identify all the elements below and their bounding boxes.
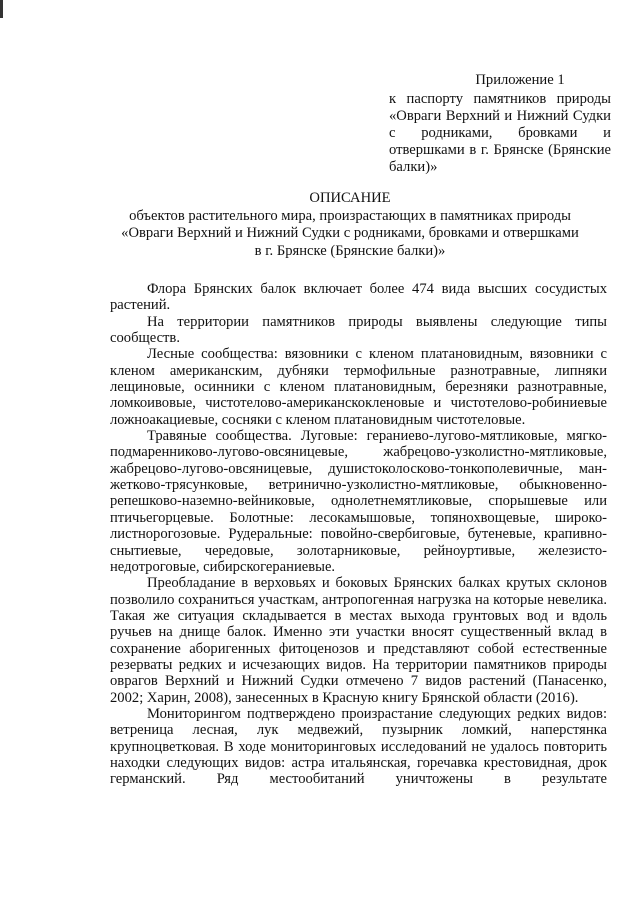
paragraph-slopes-reserves: Преобладание в верховьях и боковых Брянских балках крутых склонов позволило сохраниться участкам, антропогенная нагрузка на которые невелика. Такая же ситуация складывается в местах выхода грунтовых вод и вдоль ручьев на днище балок. Именно эти участки вносят существенный вклад в сохранение аборигенных фитоценозов и представляют собой естественные резерваты редких и исчезающих видов. На территории памятников природы оврагов Верхний и Нижний Судки отмечено 7 видов растений (Панасенко, 2002; Харин, 2008), занесенных в Красную книгу Брянской области (2016). (110, 575, 607, 706)
title-line-1: ОПИСАНИЕ (309, 190, 391, 206)
paragraph-monitoring: Мониторингом подтверждено произрастание следующих редких видов: ветреница лесная, лук медвежий, пузырник ломкий, наперстянка крупноцветковая. В ходе мониторинговых исследований не удалось повторить находки следующих видов: астра итальянская, горечавка крестовидная, дрок германский. Ряд местообитаний уничтожены в результате (110, 705, 607, 788)
appendix-text: к паспорту памятников природы «Овраги Верхний и Нижний Судки с родниками, бровками и отвершками в г. Брянске (Брянские балки)» (389, 91, 611, 176)
title-line-2: объектов растительного мира, произрастающих в памятниках природы (129, 207, 571, 224)
scan-edge-mark (0, 0, 3, 18)
document-title (90, 190, 610, 260)
appendix-heading: Приложение 1 (475, 72, 565, 88)
paragraph-flora: Флора Брянских балок включает более 474 вида высших сосудистых растений. (110, 281, 607, 314)
title-line-4: в г. Брянске (Брянские балки)» (254, 242, 446, 259)
paragraph-community-types: На территории памятников природы выявлены следующие типы сообществ. (110, 313, 607, 347)
body-text (110, 281, 607, 788)
appendix-note (389, 72, 611, 176)
title-line-3: «Овраги Верхний и Нижний Судки с родниками, бровками и отвершками (121, 225, 579, 241)
paragraph-forest-communities: Лесные сообщества: вязовники с кленом платановидным, вязовники с кленом американским, дубняки термофильные разнотравные, липняки лещиновые, осинники с кленом платановидным, березняки разнотравные, ломкоивовые, чистотелово-американскокленовые и чистотелово-робиниевые ложноакациевые, сосняки с кленом платановидным чистотеловые. (110, 346, 607, 428)
paragraph-grass-communities: Травяные сообщества. Луговые: гераниево-лугово-мятликовые, мягко-подмаренниково-лугово-овсяницевые, жабрецово-узколистно-мятликовые, жабрецово-лугово-овсяницевые, душистоколосково-тонкополевичные, ман-жетково-трясунковые, ветринично-узколистно-мятликовые, обыкновенно-репешково-наземно-вейниковые, однолетнемятликовые, спорышевые или птичьегорцевые. Болотные: лесокамышовые, топянохвощевые, широко-листнорогозовые. Рудеральные: повойно-свербиговые, бутеневые, крапивно-снытиевые, чередовые, золотарниковые, рейноуртивые, железисто-недотроговые, сибирскогераниевые. (110, 428, 607, 575)
